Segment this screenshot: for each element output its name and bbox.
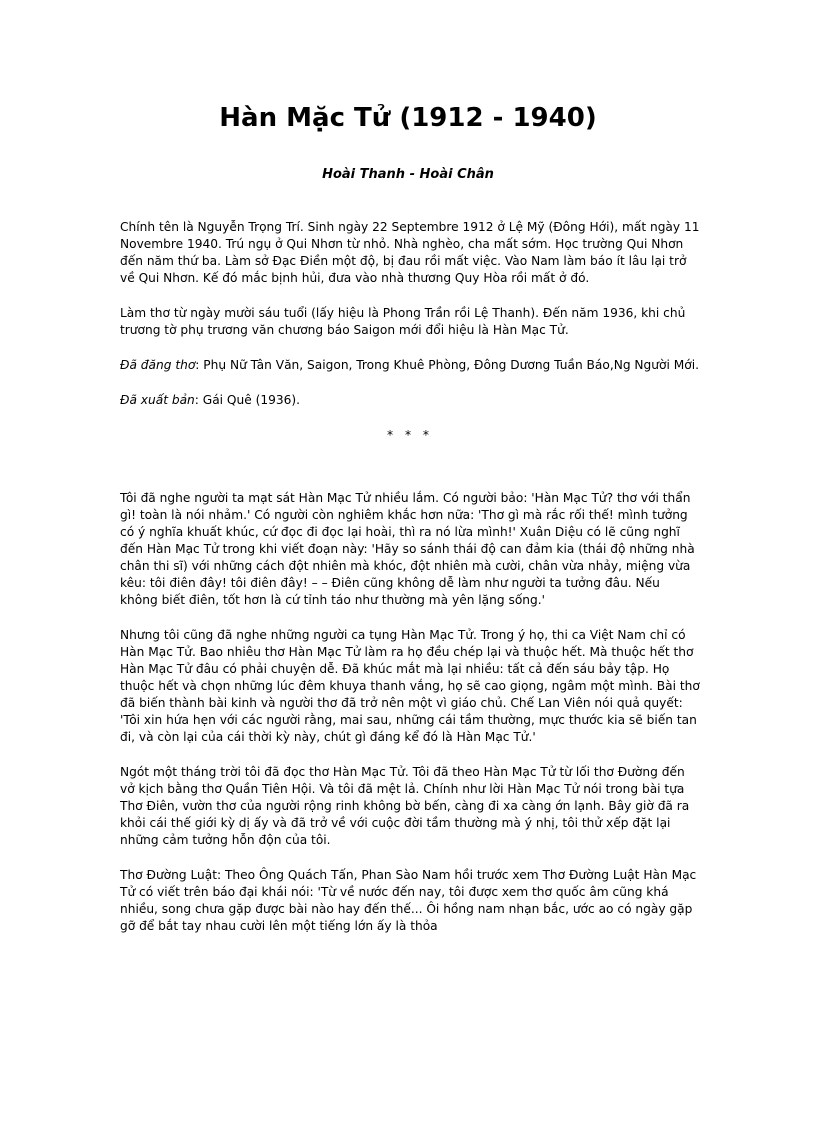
published-books-label: Đã xuất bản: [120, 393, 195, 407]
document-body: [120, 219, 700, 953]
essay-paragraph-2: Nhưng tôi cũng đã nghe những người ca tụng Hàn Mạc Tử. Trong ý họ, thi ca Việt Nam chỉ có Hàn Mạc Tử. Bao nhiêu thơ Hàn Mạc Tử làm ra họ đều chép lại và thuộc hết. Mà thuộc hết thơ Hàn Mạc Tử đâu có phải chuyện dễ. Đã khúc mắt mà lại nhiều: tất cả đến sáu bảy tập. Họ thuộc hết và chọn những lúc đêm khuya thanh vắng, họ sẽ cao giọng, ngâm một mình. Bài thơ đã biến thành bài kinh và người thơ đã trở nên một vì giáo chủ. Chế Lan Viên nói quả quyết: 'Tôi xin hứa hẹn với các người rằng, mai sau, những cái tầm thường, mực thước kia sẽ biến tan đi, và còn lại của cái thời kỳ này, chút gì đáng kể đó là Hàn Mạc Tử.': [120, 628, 700, 744]
author-line: Hoài Thanh - Hoài Chân: [322, 167, 494, 182]
published-poems-text: : Phụ Nữ Tân Văn, Saigon, Trong Khuê Phòng, Đông Dương Tuần Báo,Ng Người Mới.: [195, 358, 699, 372]
page-title: Hàn Mặc Tử (1912 - 1940): [219, 103, 597, 133]
bio-paragraph: Chính tên là Nguyễn Trọng Trí. Sinh ngày 22 Septembre 1912 ở Lệ Mỹ (Đông Hới), mất ngày 11 Novembre 1940. Trú ngụ ở Qui Nhơn từ nhỏ. Nhà nghèo, cha mất sớm. Học trường Qui Nhơn đến năm thứ ba. Làm sở Đạc Điền một độ, bị đau rồi mất việc. Vào Nam làm báo ít lâu lại trở về Qui Nhơn. Kế đó mắc bịnh hủi, đưa vào nhà thương Quy Hòa rồi mất ở đó.: [120, 220, 700, 285]
essay-paragraph-4: Thơ Đường Luật: Theo Ông Quách Tấn, Phan Sào Nam hồi trước xem Thơ Đường Luật Hàn Mạc Tử có viết trên báo đại khái nói: 'Từ về nước đến nay, tôi được xem thơ quốc âm cũng khá nhiều, song chưa gặp được bài nào hay đến thế... Ôi hồng nam nhạn bắc, ước ao có ngày gặp gỡ để bắt tay nhau cười lên một tiếng lớn ấy là thỏa: [120, 868, 697, 933]
published-poems-label: Đã đăng thơ: [120, 358, 196, 372]
essay-paragraph-1: Tôi đã nghe người ta mạt sát Hàn Mạc Tử nhiều lắm. Có người bảo: 'Hàn Mạc Tử? thơ với thẩn gì! toàn là nói nhảm.' Có người còn nghiêm khắc hơn nữa: 'Thơ gì mà rắc rối thế! mình tưởng có ý nghĩa khuất khúc, cứ đọc đi đọc lại hoài, thì ra nó lừa mình!' Xuân Diệu có lẽ cũng nghĩ đến Hàn Mạc Tử trong khi viết đoạn này: 'Hãy so sánh thái độ can đảm kia (thái độ những nhà chân thi sĩ) với những cách đột nhiên mà khóc, đột nhiên mà cười, chân vừa nhảy, miệng vừa kêu: tôi điên đây! tôi điên đây! – – Điên cũng không dễ làm như người ta tưởng đâu. Nếu không biết điên, tốt hơn là cứ tỉnh táo như thường mà yên lặng sống.': [120, 491, 695, 607]
published-books-paragraph: [120, 392, 700, 409]
published-books-text: : Gái Quê (1936).: [194, 393, 301, 407]
career-paragraph: Làm thơ từ ngày mười sáu tuổi (lấy hiệu là Phong Trần rồi Lệ Thanh). Đến năm 1936, khi chủ trương tờ phụ trương văn chương báo Saigon mới đổi hiệu là Hàn Mạc Tử.: [120, 306, 686, 337]
essay-paragraph-3: Ngót một tháng trời tôi đã đọc thơ Hàn Mạc Tử. Tôi đã theo Hàn Mạc Tử từ lối thơ Đường đến vở kịch bằng thơ Quần Tiên Hội. Và tôi đã mệt lả. Chính như lời Hàn Mạc Tử nói trong bài tựa Thơ Điên, vườn thơ của người rộng rinh không bờ bến, càng đi xa càng ớn lạnh. Bây giờ đã ra khỏi cái thế giới kỳ dị ấy và đã trở về với cuộc đời tầm thường mà ý nhị, tôi thử xếp đặt lại những cảm tưởng hỗn độn của tôi.: [120, 765, 690, 847]
published-poems-paragraph: [120, 357, 700, 374]
section-separator: * * *: [386, 428, 434, 442]
